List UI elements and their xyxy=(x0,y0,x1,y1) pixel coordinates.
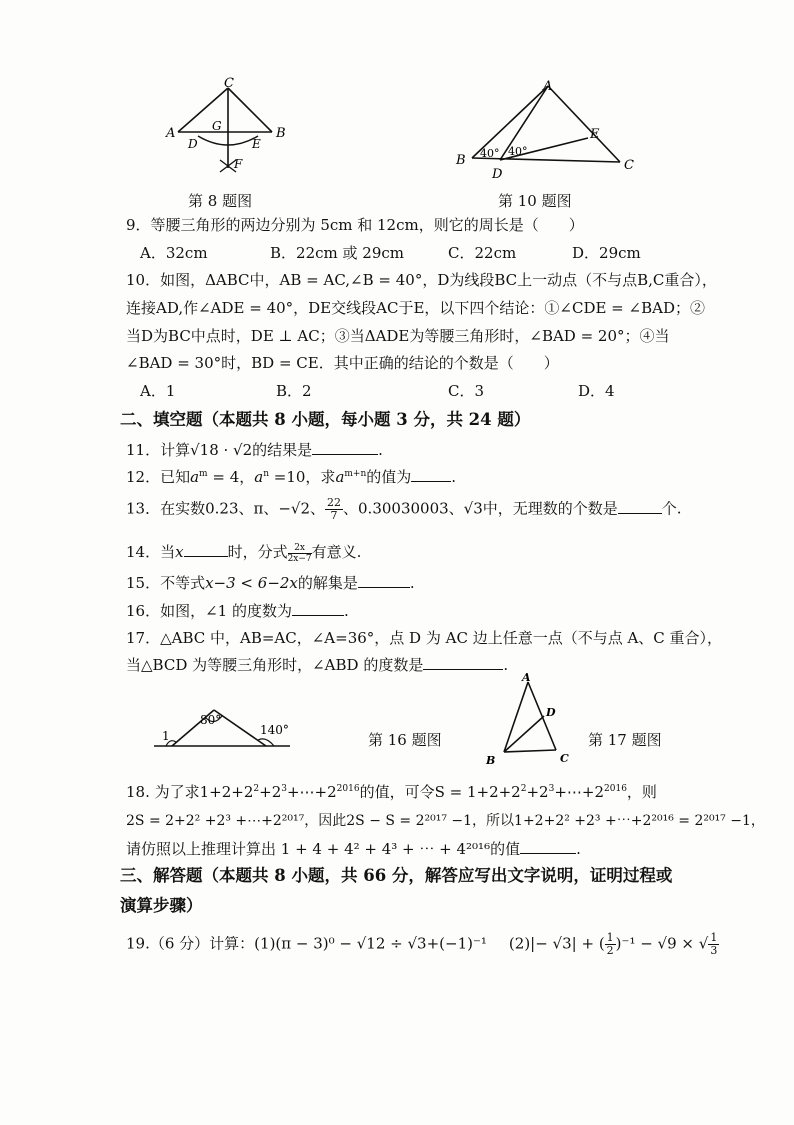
section-3-line-2: 演算步骤） xyxy=(120,896,203,915)
q13-frac-num: 22 xyxy=(327,496,342,509)
q14-frac-num: 2x xyxy=(288,543,312,554)
q10-line-1: 10．如图，ΔABC中，AB = AC,∠B = 40°，D为线段BC上一动点（不与点B,C重合）， xyxy=(126,271,717,289)
q15 xyxy=(126,572,415,593)
q15-expr: x−3 < 6−2x xyxy=(205,574,298,592)
figure-8-diagram xyxy=(160,76,310,186)
q18-line-3: 请仿照以上推理计算出 1 + 4 + 4² + 4³ + ⋯ + 4²⁰¹⁶的值 xyxy=(126,840,521,858)
q12-t5sup: m+n xyxy=(344,469,367,479)
q15-answer-blank[interactable] xyxy=(358,573,410,588)
q10-option-c: C．3 xyxy=(448,382,485,400)
q19-frac-2 xyxy=(708,932,719,957)
q9-option-b: B．22cm 或 29cm xyxy=(270,244,404,262)
q18-l1j: 3 xyxy=(548,784,555,794)
q10-option-b: B．2 xyxy=(276,382,312,400)
q12-t1sup: m xyxy=(199,469,208,479)
fig17-label-d: D xyxy=(546,706,556,719)
q14-frac-den: 2x−7 xyxy=(287,553,312,564)
fig10-label-d: D xyxy=(492,167,503,182)
q15-prefix: 15．不等式 xyxy=(126,574,206,592)
fig16-label-140: 140° xyxy=(260,723,289,737)
figure-8-caption: 第 8 题图 xyxy=(188,192,253,210)
q16-answer-blank[interactable] xyxy=(292,601,344,616)
q13-frac-den: 7 xyxy=(330,509,338,522)
q11-end: . xyxy=(378,441,383,459)
q9-stem: 9．等腰三角形的两边分别为 5cm 和 12cm，则它的周长是（ ） xyxy=(126,216,584,234)
q12-t2: = 4， xyxy=(207,468,255,486)
q12-answer-blank[interactable] xyxy=(411,467,451,482)
q14-middle: 时，分式 xyxy=(227,543,288,561)
q18-l1l: 2016 xyxy=(604,784,627,794)
figure-10-diagram xyxy=(450,78,640,182)
q19-frac-1-den: 2 xyxy=(606,944,614,957)
q13-answer-blank[interactable] xyxy=(618,499,662,514)
q10-line-3: 当D为BC中点时，DE ⊥ AC；③当ΔADE为等腰三角形时，∠BAD = 20°；④当 xyxy=(126,327,670,345)
q19-frac-1 xyxy=(605,932,616,957)
q13-end: 个. xyxy=(661,499,682,518)
fig8-label-f: F xyxy=(234,157,243,171)
q19-prefix: 19.（6 分）计算： xyxy=(126,934,255,953)
q18-l1c: +2 xyxy=(259,783,282,801)
q16-prefix: 16．如图，∠1 的度数为 xyxy=(126,602,292,620)
figure-10-caption: 第 10 题图 xyxy=(498,192,572,210)
q12-t3sup: n xyxy=(263,469,269,479)
q18-l1g: 的值，可令S = 1+2+2 xyxy=(359,783,521,801)
q10-option-d: D．4 xyxy=(578,382,615,400)
fig10-label-c: C xyxy=(624,158,634,173)
q18-l1b: 2 xyxy=(253,784,260,794)
figure-17-caption: 第 17 题图 xyxy=(588,731,662,749)
q9-option-d: D．29cm xyxy=(572,244,641,262)
q14-fraction xyxy=(288,543,312,564)
q13-fraction xyxy=(325,497,343,522)
q14-end: 有意义. xyxy=(311,543,362,561)
q19 xyxy=(126,932,719,957)
q11-prefix: 11．计算 xyxy=(126,441,191,459)
q14 xyxy=(126,541,361,564)
q11-suffix: 的结果是 xyxy=(252,441,313,459)
fig17-label-b: B xyxy=(486,754,496,767)
q15-end: . xyxy=(409,574,415,592)
q13-prefix: 13．在实数0.23、π、−√2、 xyxy=(126,499,326,518)
q18-l1h: 2 xyxy=(520,784,527,794)
q18-line-3-wrap xyxy=(126,838,581,859)
fig8-label-c: C xyxy=(224,76,234,91)
section-3-line-1: 三、解答题（本题共 8 小题，共 66 分，解答应写出文字说明，证明过程或 xyxy=(120,866,673,885)
q11 xyxy=(126,439,383,460)
q13 xyxy=(126,497,682,522)
q18-l1k: +⋯+2 xyxy=(554,783,605,801)
q18-l1a: 18. 为了求1+2+2 xyxy=(126,783,254,801)
fig8-label-d: D xyxy=(188,137,198,151)
q12-t4: =10，求 xyxy=(269,468,336,486)
q12-end: . xyxy=(451,468,457,486)
q14-prefix: 14．当 xyxy=(126,543,176,561)
q19-part2b: )⁻¹ − √9 × √ xyxy=(615,934,709,953)
q10-line-2: 连接AD,作∠ADE = 40°，DE交线段AC于E，以下四个结论：①∠CDE = ∠BAD；② xyxy=(126,299,705,317)
q16 xyxy=(126,600,349,621)
q17-answer-blank[interactable] xyxy=(423,655,503,670)
q17-end: . xyxy=(503,656,509,674)
q12-t6: 的值为 xyxy=(366,468,412,486)
fig10-angle-1: 40° xyxy=(480,147,500,160)
fig17-label-a: A xyxy=(522,672,531,684)
q17-line-1: 17．△ABC 中，AB=AC，∠A=36°，点 D 为 AC 边上任意一点（不与点 A、C 重合）， xyxy=(126,629,723,647)
q12-t3: a xyxy=(254,468,264,486)
fig10-label-a: A xyxy=(543,79,553,94)
q18-line-2: 2S = 2+2² +2³ +⋯+2²⁰¹⁷，因此2S − S = 2²⁰¹⁷ −1，所以1+2+2² +2³ +⋯+2²⁰¹⁶ = 2²⁰¹⁷ −1， xyxy=(126,813,765,829)
q19-frac-1-num: 1 xyxy=(606,931,614,944)
figure-16-diagram xyxy=(148,702,298,754)
q19-frac-2-num: 1 xyxy=(710,931,718,944)
fig16-label-80: 80° xyxy=(200,713,222,727)
q17-line-2-wrap xyxy=(126,654,508,675)
q19-frac-2-den: 3 xyxy=(710,944,718,957)
fig10-label-b: B xyxy=(456,153,466,168)
q19-part1: (1)(π − 3)⁰ − √12 ÷ √3+(−1)⁻¹ xyxy=(254,934,487,953)
fig8-label-b: B xyxy=(276,126,286,141)
q10-option-a: A．1 xyxy=(140,382,176,400)
fig8-label-g: G xyxy=(212,119,222,133)
q11-answer-blank[interactable] xyxy=(312,440,378,455)
q18-l1e: +⋯+2 xyxy=(286,783,337,801)
fig8-label-a: A xyxy=(166,126,176,141)
q18-line-1 xyxy=(126,781,657,802)
q12 xyxy=(126,466,456,487)
q18-l1f: 2016 xyxy=(336,784,360,794)
q18-l1m: ，则 xyxy=(626,783,657,801)
q18-end: . xyxy=(576,840,581,858)
fig16-label-1: 1 xyxy=(162,729,170,743)
fig10-label-e: E xyxy=(590,127,600,142)
figure-17-diagram xyxy=(480,672,580,768)
q12-t1: a xyxy=(190,468,200,486)
fig17-label-c: C xyxy=(560,752,569,765)
q12-prefix: 12．已知 xyxy=(126,468,191,486)
section-2-title: 二、填空题（本题共 8 小题，每小题 3 分，共 24 题） xyxy=(120,410,531,429)
figure-16-caption: 第 16 题图 xyxy=(368,731,442,749)
q14-var: x xyxy=(175,543,184,561)
q19-part2a: (2)|− √3| + ( xyxy=(508,934,605,953)
q16-end: . xyxy=(343,602,349,620)
q18-answer-blank[interactable] xyxy=(520,839,576,854)
fig8-label-e: E xyxy=(252,137,261,151)
q9-option-c: C．22cm xyxy=(448,244,517,262)
q14-answer-blank[interactable] xyxy=(184,542,228,557)
q18-l1i: +2 xyxy=(526,783,549,801)
q13-middle: 、0.30030003、√3中，无理数的个数是 xyxy=(343,499,618,518)
q18-l1d: 3 xyxy=(281,784,287,794)
q10-line-4: ∠BAD = 30°时，BD = CE．其中正确的结论的个数是（ ） xyxy=(126,354,559,372)
q17-line-2: 当△BCD 为等腰三角形时，∠ABD 的度数是 xyxy=(126,656,424,674)
q11-expr: √18 · √2 xyxy=(190,441,253,459)
q15-suffix: 的解集是 xyxy=(297,574,358,592)
q12-t5: a xyxy=(335,468,345,486)
fig10-angle-2: 40° xyxy=(508,145,528,158)
q9-option-a: A．32cm xyxy=(140,244,208,262)
